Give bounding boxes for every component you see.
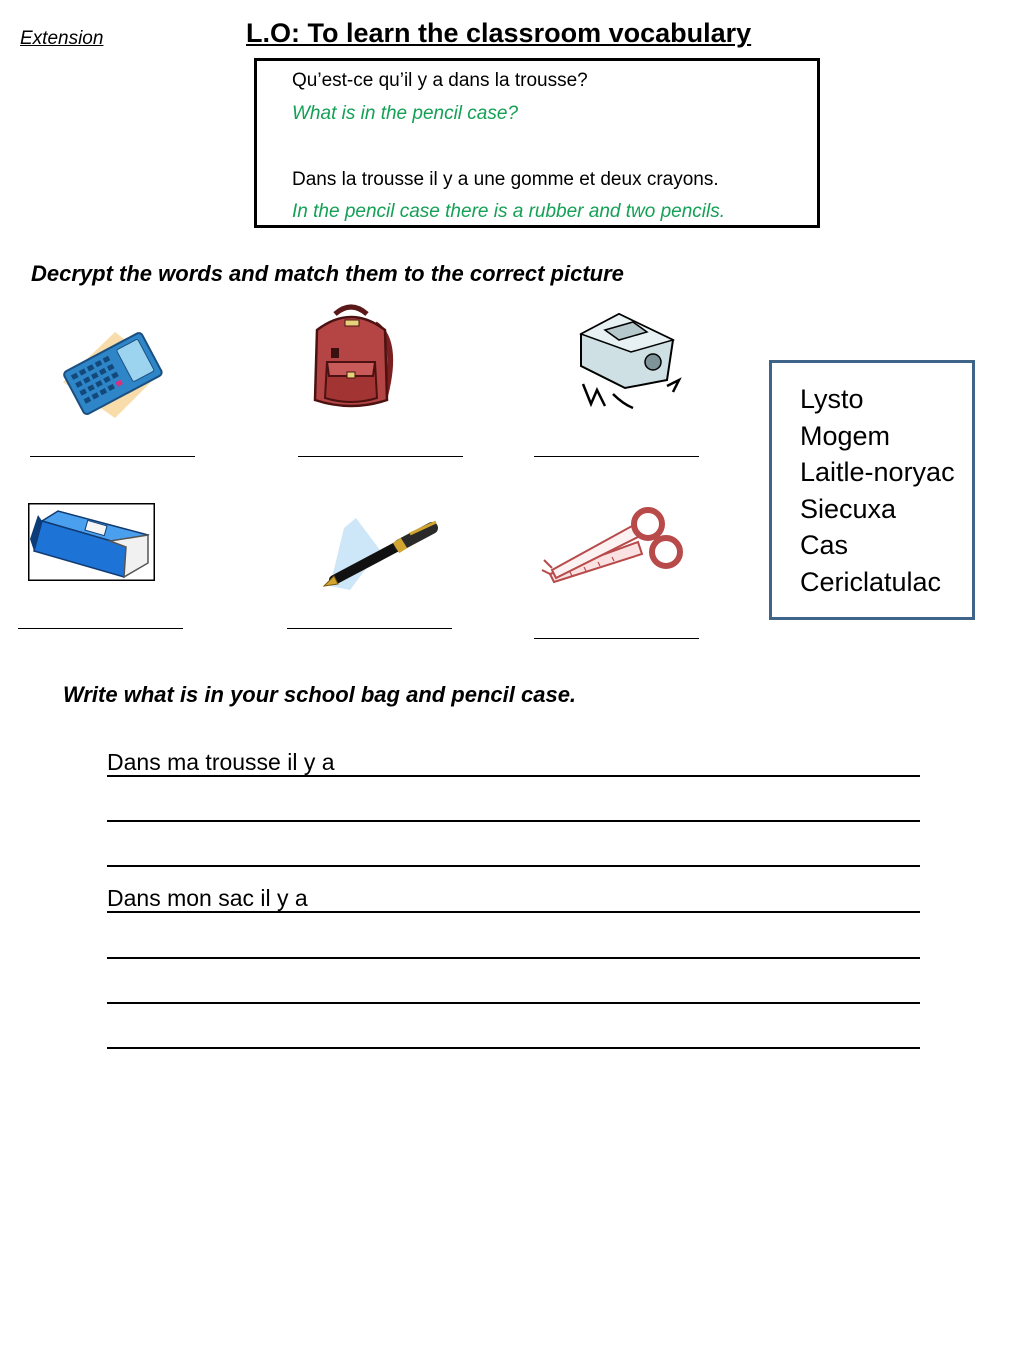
pencil-sharpener-icon xyxy=(575,308,690,413)
answer-line-school-bag[interactable] xyxy=(298,456,463,457)
school-bag-sentence-start: Dans mon sac il y a xyxy=(107,885,308,911)
calculator-icon xyxy=(55,322,170,422)
pencil-case-sentence-start: Dans ma trousse il y a xyxy=(107,749,335,775)
example-answer-french: Dans la trousse il y a une gomme et deux crayons. xyxy=(292,169,719,190)
extension-label: Extension xyxy=(20,28,104,49)
example-question-french: Qu’est-ce qu’il y a dans la trousse? xyxy=(292,70,588,91)
answer-line-rubber[interactable] xyxy=(18,628,183,629)
writing-line[interactable] xyxy=(107,820,920,822)
task2-instruction: Write what is in your school bag and pencil case. xyxy=(63,682,577,707)
writing-line[interactable] xyxy=(107,957,920,959)
writing-line[interactable] xyxy=(107,775,920,777)
rubber-icon xyxy=(28,503,155,581)
scrambled-word: Siecuxa xyxy=(800,493,897,524)
scrambled-word: Laitle-noryac xyxy=(800,457,955,487)
scrambled-word: Lysto xyxy=(800,384,864,414)
scrambled-word: Cericlatulac xyxy=(800,566,942,597)
writing-line[interactable] xyxy=(107,911,920,913)
scrambled-word: Mogem xyxy=(800,420,891,451)
answer-line-pen[interactable] xyxy=(287,628,452,629)
school-bag-icon xyxy=(305,300,397,412)
scrambled-word: Cas xyxy=(800,530,849,560)
page-title: L.O: To learn the classroom vocabulary xyxy=(246,18,752,48)
answer-line-sharpener[interactable] xyxy=(534,456,699,457)
writing-line[interactable] xyxy=(107,1002,920,1004)
answer-line-calculator[interactable] xyxy=(30,456,195,457)
example-answer-english: In the pencil case there is a rubber and two pencils. xyxy=(292,201,726,222)
scissors-icon xyxy=(540,500,690,596)
pen-icon xyxy=(320,512,445,594)
task1-instruction: Decrypt the words and match them to the correct picture xyxy=(31,261,624,286)
example-box xyxy=(254,58,820,228)
scrambled-word-box xyxy=(769,360,975,620)
example-question-english: What is in the pencil case? xyxy=(292,103,519,124)
answer-line-scissors[interactable] xyxy=(534,638,699,639)
writing-line[interactable] xyxy=(107,1047,920,1049)
writing-line[interactable] xyxy=(107,865,920,867)
